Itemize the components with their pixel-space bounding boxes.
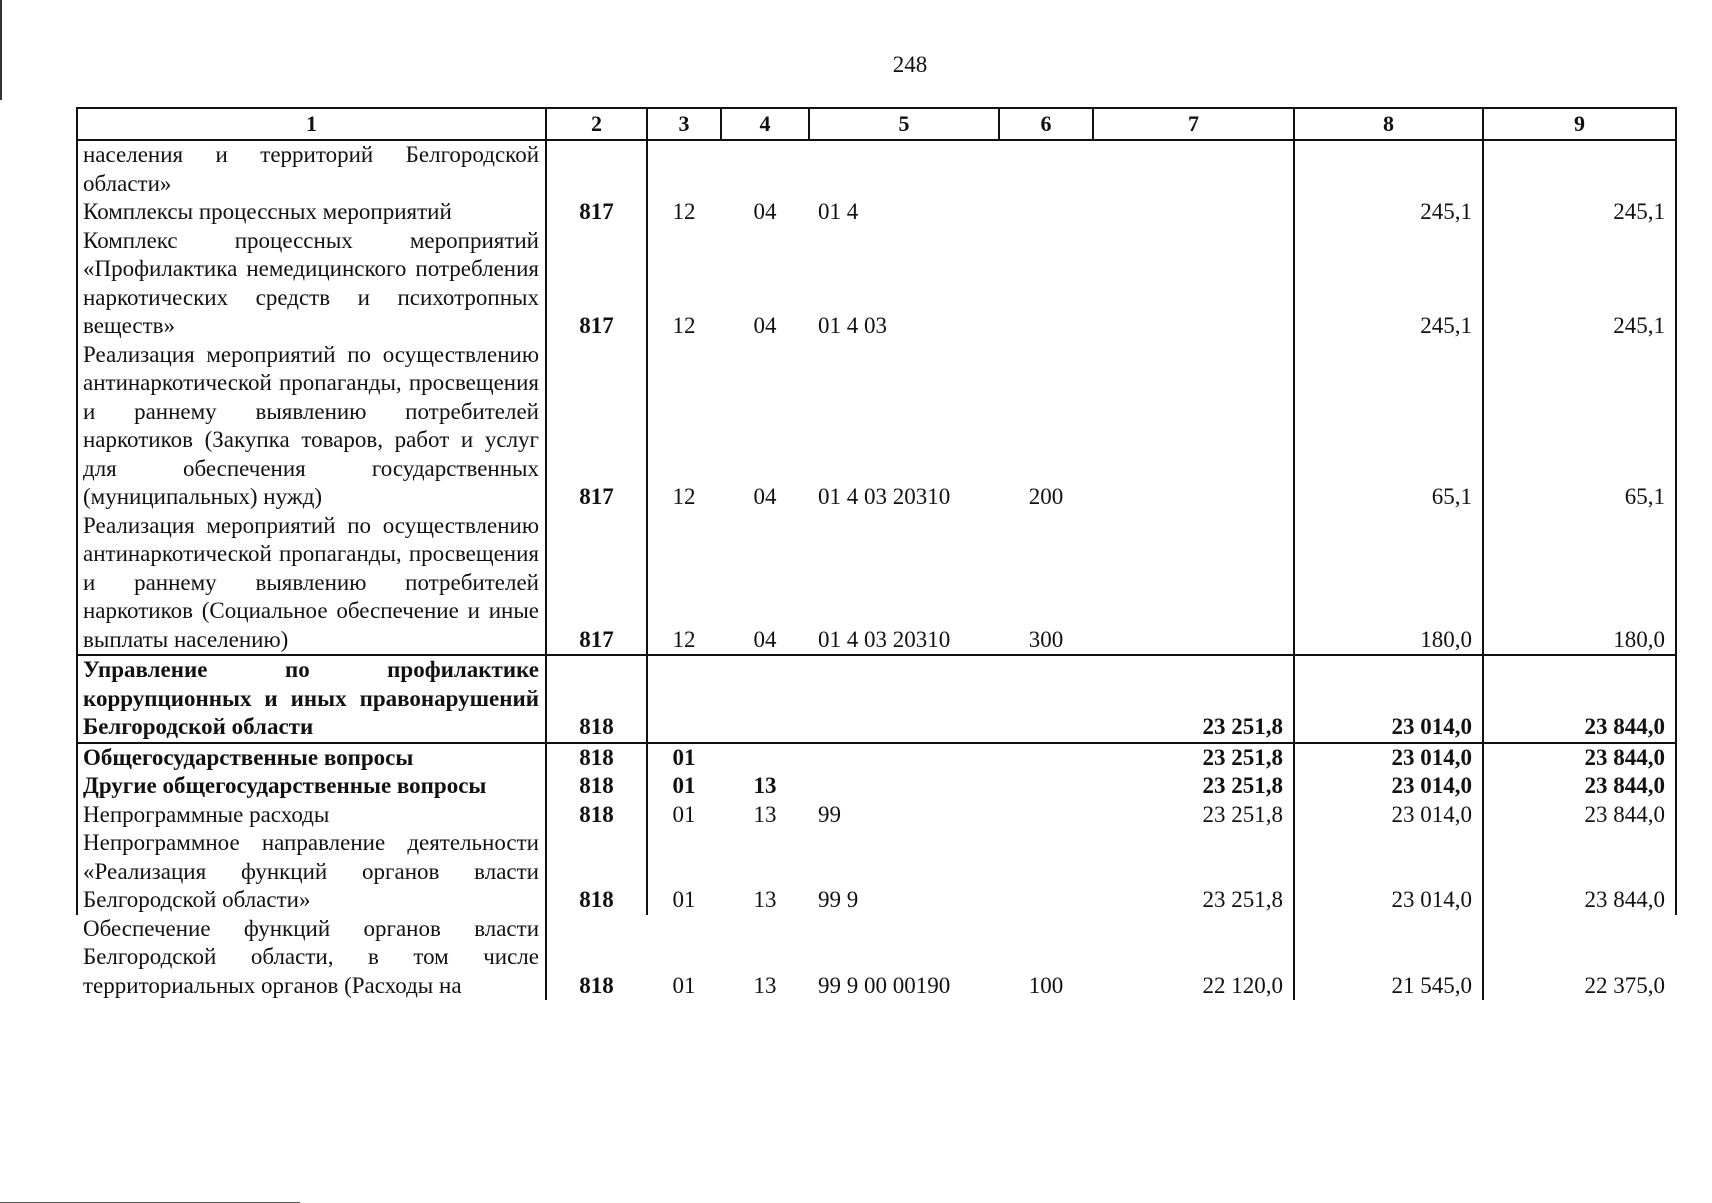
- cell-amount-col7: 23 251,8: [1093, 801, 1294, 830]
- cell-subsection: 04: [753, 199, 777, 224]
- cell-expense-type: 200: [999, 341, 1093, 512]
- column-header-3: 3: [647, 108, 721, 140]
- cell-ministry-code: 817: [546, 341, 647, 512]
- cell-expense-type: [999, 140, 1093, 198]
- cell-expense-type: 300: [999, 512, 1093, 656]
- cell-ministry-code: 818: [546, 743, 647, 773]
- cell-section: 01: [672, 801, 696, 827]
- cell-section: 12: [672, 199, 696, 224]
- cell-ministry-code: 817: [546, 227, 647, 341]
- cell-amount-col9: 23 844,0: [1483, 655, 1676, 743]
- cell-expense-type: [999, 743, 1093, 773]
- cell-subsection: 13: [753, 773, 777, 798]
- row-description: Реализация мероприятий по осуществлению антинаркотической пропаганды, просвещения и раннему выявлению потребителей наркотиков (Социальное обеспечение и иные выплаты населению): [77, 512, 546, 656]
- cell-amount-col9: 65,1: [1483, 341, 1676, 512]
- row-description: Непрограммное направление деятельности «Реализация функций органов власти Белгородской области»: [77, 829, 546, 915]
- column-header-8: 8: [1294, 108, 1483, 140]
- column-header-4: 4: [721, 108, 809, 140]
- row-description: Реализация мероприятий по осуществлению антинаркотической пропаганды, просвещения и раннему выявлению потребителей наркотиков (Закупка товаров, работ и услуг для обеспечения государственных (муниципальных) нужд): [77, 341, 546, 512]
- cell-target-article: 99 9: [809, 829, 999, 915]
- cell-subsection: 04: [721, 512, 809, 656]
- cell-ministry-code: 818: [546, 655, 647, 743]
- row-description: Комплексы процессных мероприятий: [77, 198, 546, 227]
- cell-subsection: 04: [753, 484, 777, 509]
- row-description: Комплекс процессных мероприятий «Профилактика немедицинского потребления наркотических средств и психотропных веществ»: [77, 227, 546, 341]
- cell-amount-col8: 65,1: [1294, 341, 1483, 512]
- cell-subsection: [721, 655, 809, 743]
- cell-amount-col7: 23 251,8: [1093, 772, 1294, 801]
- column-header-1: 1: [77, 108, 546, 140]
- cell-amount-col8: 23 014,0: [1294, 772, 1483, 801]
- cell-amount-col8: 23 014,0: [1294, 655, 1483, 743]
- table-row: [77, 915, 1676, 1001]
- row-description: Управление по профилактике коррупционных и иных правонарушений Белгородской области: [77, 655, 546, 743]
- cell-target-article: 99: [809, 801, 999, 830]
- cell-target-article: [809, 772, 999, 801]
- cell-ministry-code: 817: [546, 198, 647, 227]
- table-row: [77, 512, 1676, 656]
- cell-amount-col8: [1294, 140, 1483, 198]
- table-row: [77, 140, 1676, 198]
- cell-target-article: [809, 743, 999, 773]
- cell-amount-col7: 23 251,8: [1093, 829, 1294, 915]
- cell-subsection: 13: [753, 801, 777, 827]
- cell-expense-type: [999, 801, 1093, 830]
- table-row: [77, 743, 1676, 773]
- cell-section: 01: [672, 744, 696, 770]
- cell-amount-col9: 23 844,0: [1483, 829, 1676, 915]
- column-header-7: 7: [1093, 108, 1294, 140]
- cell-section: 01: [672, 773, 696, 798]
- cell-subsection: [721, 140, 809, 198]
- table-row: [77, 801, 1676, 830]
- cell-amount-col9: 22 375,0: [1584, 972, 1665, 998]
- cell-amount-col8: 245,1: [1294, 198, 1483, 227]
- row-description: Обеспечение функций органов власти Белгородской области, в том числе территориальных органов (Расходы на: [77, 915, 546, 1001]
- table-row: [77, 772, 1676, 801]
- cell-section: 12: [672, 313, 696, 338]
- cell-subsection: 04: [753, 313, 777, 338]
- cell-target-article: 99 9 00 00190: [818, 972, 951, 998]
- cell-target-article: [809, 655, 999, 743]
- cell-amount-col7: 22 120,0: [1093, 915, 1294, 1001]
- cell-section: 12: [647, 512, 721, 656]
- row-description: Общегосударственные вопросы: [77, 743, 546, 773]
- cell-amount-col7: [1093, 512, 1294, 656]
- cell-section: 01: [672, 887, 696, 912]
- cell-target-article: 01 4 03 20310: [809, 512, 999, 656]
- cell-amount-col9: 23 844,0: [1483, 772, 1676, 801]
- cell-amount-col7: [1093, 198, 1294, 227]
- column-header-2: 2: [546, 108, 647, 140]
- cell-amount-col8: 23 014,0: [1294, 829, 1483, 915]
- cell-expense-type: [999, 772, 1093, 801]
- cell-subsection: 13: [753, 972, 777, 998]
- cell-expense-type: 100: [1028, 972, 1064, 998]
- cell-amount-col7: [1093, 341, 1294, 512]
- table-row: [77, 829, 1676, 915]
- table-row-department: [77, 655, 1676, 743]
- cell-amount-col9: 23 844,0: [1483, 801, 1676, 830]
- column-header-6: 6: [999, 108, 1093, 140]
- cell-target-article: 01 4 03: [809, 227, 999, 341]
- cell-amount-col8: 21 545,0: [1294, 915, 1483, 1001]
- budget-table: [76, 107, 1677, 1000]
- cell-amount-col9: [1483, 140, 1676, 198]
- cell-ministry-code: 818: [546, 801, 647, 830]
- cell-expense-type: [999, 198, 1093, 227]
- column-header-9: 9: [1483, 108, 1676, 140]
- cell-amount-col8: 23 014,0: [1294, 801, 1483, 830]
- cell-ministry-code: 817: [546, 512, 647, 656]
- cell-target-article: 01 4: [809, 198, 999, 227]
- cell-ministry-code: [546, 140, 647, 198]
- row-description: Другие общегосударственные вопросы: [77, 772, 546, 801]
- cell-amount-col7: [1093, 140, 1294, 198]
- page-left-edge-rule: [0, 0, 2, 100]
- cell-amount-col9: 180,0: [1483, 512, 1676, 656]
- cell-ministry-code: 818: [579, 972, 614, 998]
- table-header-row: [77, 108, 1676, 140]
- cell-section: [647, 140, 721, 198]
- cell-amount-col7: [1093, 227, 1294, 341]
- cell-amount-col8: 180,0: [1294, 512, 1483, 656]
- cell-ministry-code: 818: [546, 772, 647, 801]
- page-number: 248: [892, 52, 928, 77]
- cell-expense-type: [999, 829, 1093, 915]
- cell-amount-col9: 245,1: [1483, 227, 1676, 341]
- cell-section: 12: [672, 484, 696, 509]
- cell-amount-col9: 245,1: [1483, 198, 1676, 227]
- table-row: [77, 227, 1676, 341]
- cell-ministry-code: 818: [546, 829, 647, 915]
- cell-amount-col8: 245,1: [1294, 227, 1483, 341]
- column-header-5: 5: [809, 108, 999, 140]
- cell-subsection: 13: [753, 887, 777, 912]
- cell-section: [647, 655, 721, 743]
- row-description: населения и территорий Белгородской области»: [77, 140, 546, 198]
- cell-subsection: [721, 743, 809, 773]
- cell-amount-col9: 23 844,0: [1483, 743, 1676, 773]
- row-description: Непрограммные расходы: [77, 801, 546, 830]
- cell-amount-col8: 23 014,0: [1294, 743, 1483, 773]
- cell-amount-col7: 23 251,8: [1093, 743, 1294, 773]
- cell-section: 01: [672, 972, 696, 998]
- table-row: [77, 341, 1676, 512]
- cell-target-article: [809, 140, 999, 198]
- table-row: [77, 198, 1676, 227]
- cell-expense-type: [999, 227, 1093, 341]
- cell-expense-type: [999, 655, 1093, 743]
- cell-target-article: 01 4 03 20310: [809, 341, 999, 512]
- cell-amount-col7: 23 251,8: [1093, 655, 1294, 743]
